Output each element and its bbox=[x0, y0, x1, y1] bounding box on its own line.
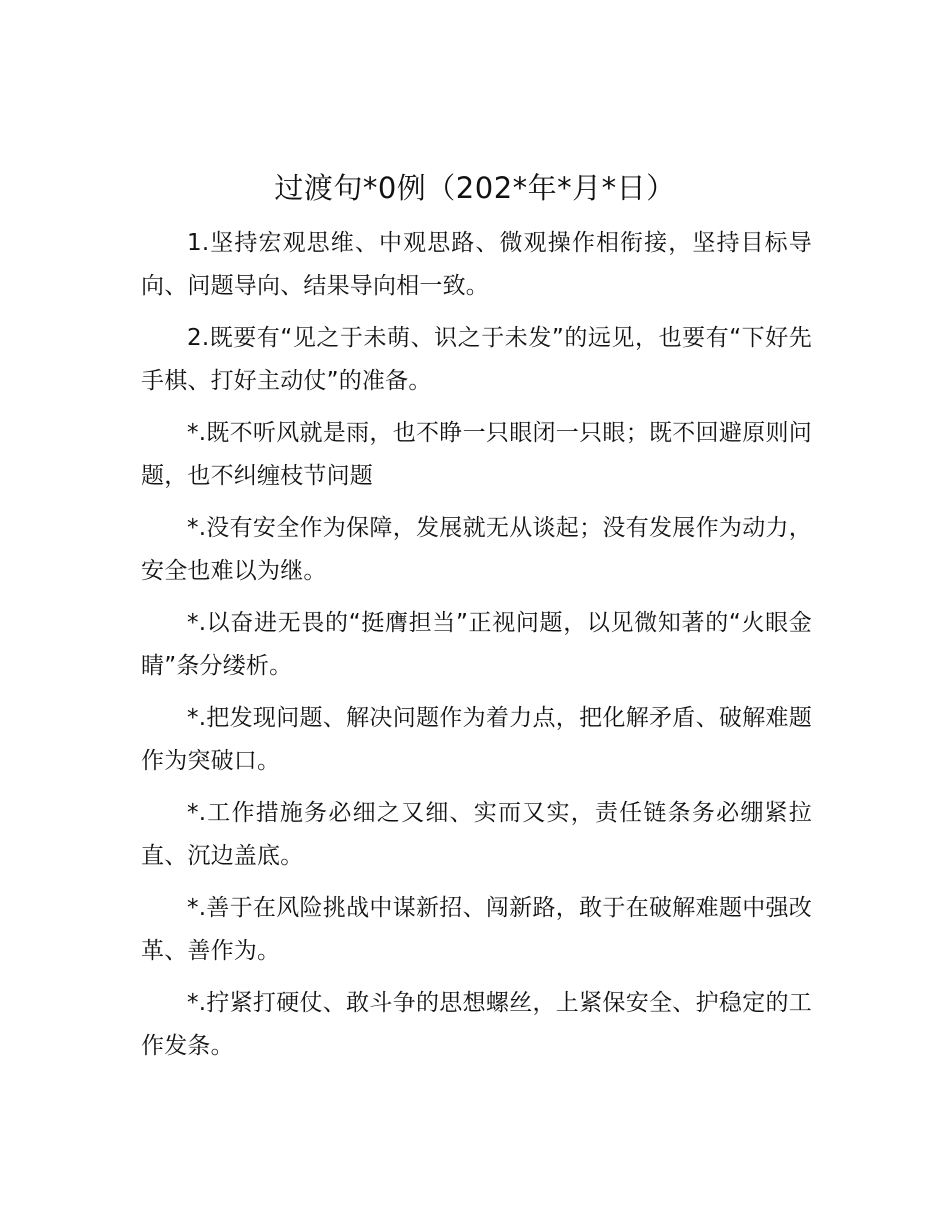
paragraph-2: 2.既要有“见之于未萌、识之于未发”的远见，也要有“下好先手棋、打好主动仗”的准备。 bbox=[141, 325, 812, 394]
paragraph-7: *.工作措施务必细之又细、实而又实，责任链条务必绷紧拉直、沉边盖底。 bbox=[141, 800, 812, 869]
document-title: 过渡句*0例（202*年*月*日） bbox=[274, 171, 676, 205]
paragraph-5: *.以奋进无畏的“挺膺担当”正视问题，以见微知著的“火眼金睛”条分缕析。 bbox=[141, 610, 812, 679]
paragraph-9: *.拧紧打硬仗、敢斗争的思想螺丝，上紧保安全、护稳定的工作发条。 bbox=[141, 990, 812, 1059]
paragraph-6: *.把发现问题、解决问题作为着力点，把化解矛盾、破解难题作为突破口。 bbox=[141, 705, 812, 774]
paragraph-8: *.善于在风险挑战中谋新招、闯新路，敢于在破解难题中强改革、善作为。 bbox=[141, 895, 812, 964]
paragraph-4: *.没有安全作为保障，发展就无从谈起；没有发展作为动力，安全也难以为继。 bbox=[141, 515, 812, 584]
paragraph-1: 1.坚持宏观思维、中观思路、微观操作相衔接，坚持目标导向、问题导向、结果导向相一致。 bbox=[141, 230, 812, 299]
paragraph-3: *.既不听风就是雨，也不睁一只眼闭一只眼；既不回避原则问题，也不纠缠枝节问题 bbox=[141, 420, 812, 489]
document-body bbox=[141, 222, 812, 1077]
